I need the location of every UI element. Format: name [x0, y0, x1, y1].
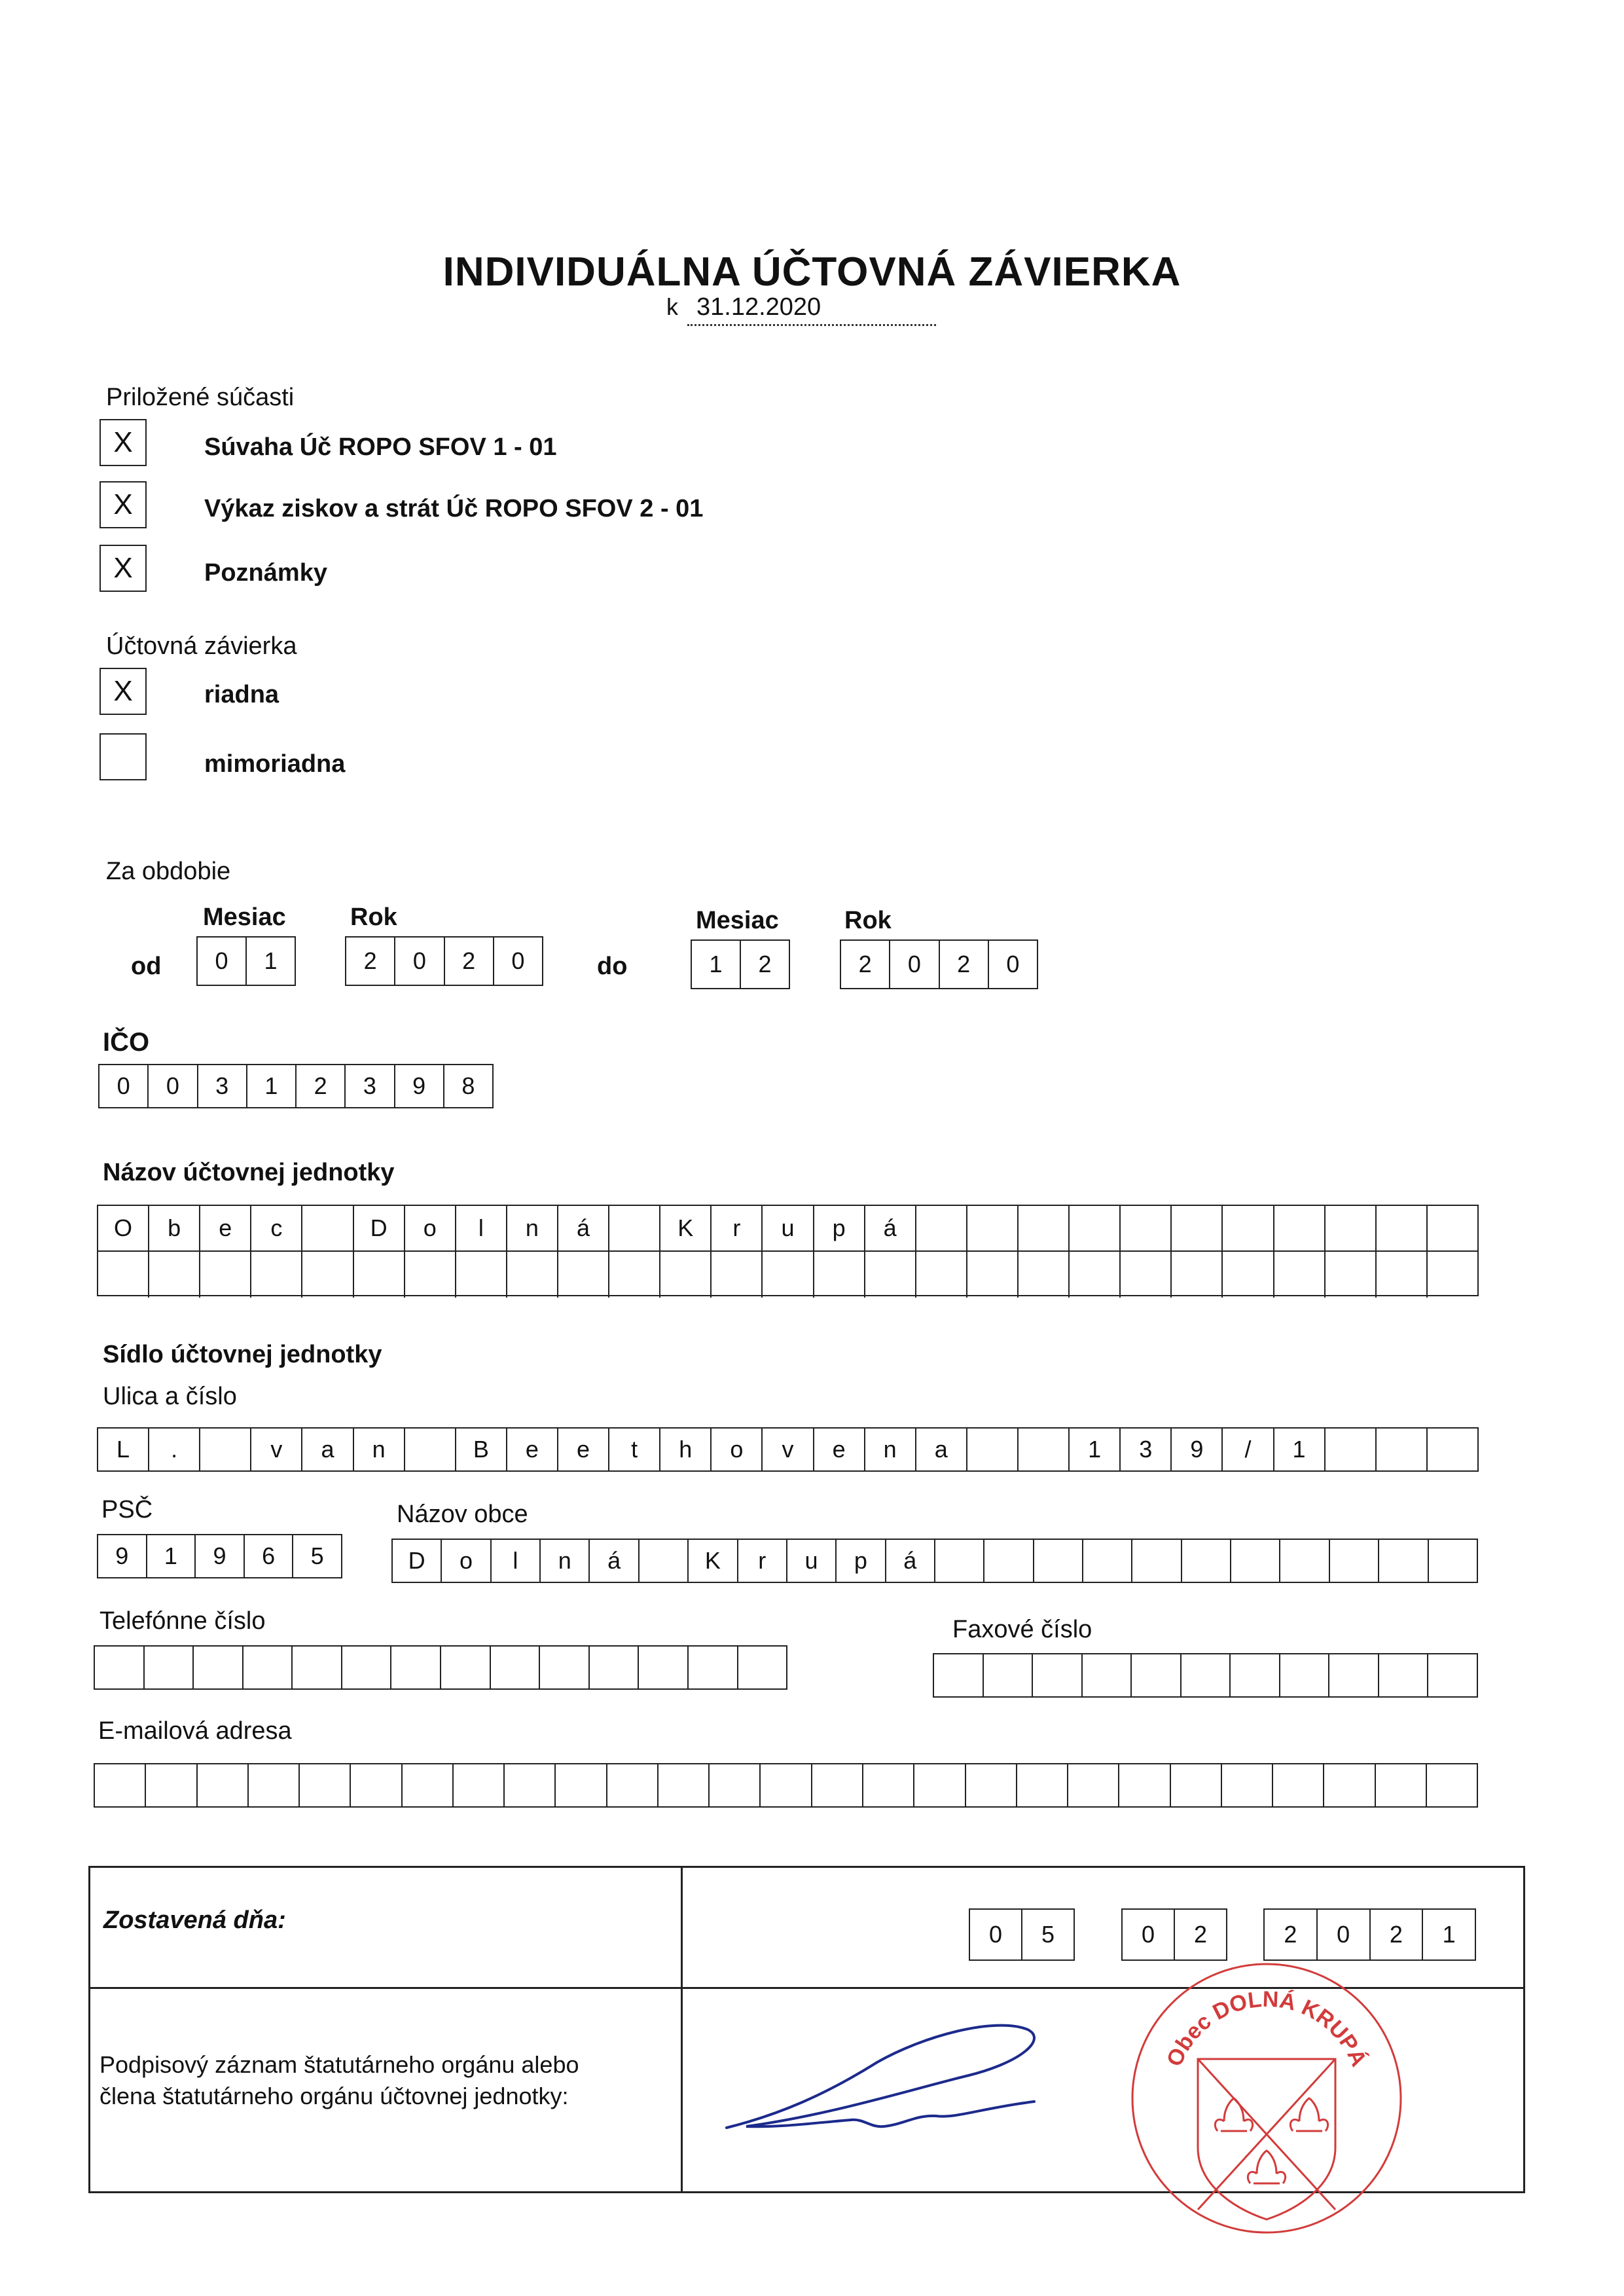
checkbox-riadna[interactable]: X: [99, 668, 147, 715]
email-char[interactable]: [300, 1764, 351, 1806]
obec-char[interactable]: [1231, 1540, 1280, 1582]
obec-char[interactable]: l: [492, 1540, 541, 1582]
obec-char[interactable]: [1132, 1540, 1182, 1582]
ulica-char[interactable]: e: [507, 1429, 558, 1470]
ulica-char[interactable]: e: [814, 1429, 865, 1470]
email-char[interactable]: [556, 1764, 607, 1806]
stamp: [1126, 1958, 1407, 2239]
nazov-char-2[interactable]: [814, 1252, 865, 1298]
fax-char[interactable]: [1280, 1654, 1330, 1696]
obec-char[interactable]: p: [837, 1540, 886, 1582]
nazov-row-1[interactable]: [98, 1206, 1477, 1252]
psc-digit[interactable]: 1: [147, 1535, 196, 1577]
ulica-char[interactable]: [1428, 1429, 1477, 1470]
ico-digit[interactable]: 3: [346, 1065, 395, 1107]
nazov-char[interactable]: [302, 1206, 353, 1250]
do-rok-digit[interactable]: 2: [841, 941, 890, 988]
email-char[interactable]: [659, 1764, 710, 1806]
email-char[interactable]: [1376, 1764, 1427, 1806]
nazov-char-2[interactable]: [1377, 1252, 1428, 1298]
email-char[interactable]: [1068, 1764, 1119, 1806]
tel-char[interactable]: [491, 1647, 541, 1688]
do-rok-digit[interactable]: 0: [1006, 951, 1020, 977]
psc-digit[interactable]: 6: [245, 1535, 294, 1577]
email-char[interactable]: [1017, 1764, 1068, 1806]
podpis-text: [99, 2049, 579, 2112]
fax-char[interactable]: [1329, 1654, 1379, 1696]
zostavena-rok-digit[interactable]: 0: [1318, 1910, 1371, 1959]
zostavena-den-digit[interactable]: 5: [1041, 1921, 1055, 1948]
obec-char[interactable]: [1429, 1540, 1477, 1582]
email-char[interactable]: [146, 1764, 197, 1806]
od-rok-digit[interactable]: 2: [346, 938, 395, 985]
fax-char[interactable]: [1182, 1654, 1231, 1696]
nazov-char[interactable]: u: [763, 1206, 814, 1250]
od-mesiac-grid[interactable]: [196, 936, 296, 986]
ico-digit[interactable]: 3: [198, 1065, 247, 1107]
ulica-char[interactable]: [967, 1429, 1019, 1470]
tel-char[interactable]: [342, 1647, 392, 1688]
nazov-char-2[interactable]: [865, 1252, 916, 1298]
do-rok-digit[interactable]: 0: [890, 941, 939, 988]
nazov-char[interactable]: [967, 1206, 1019, 1250]
psc-digit[interactable]: 9: [98, 1535, 147, 1577]
label-mimoriadna: mimoriadna: [204, 750, 346, 778]
zostavena-rok-digit[interactable]: 1: [1442, 1921, 1456, 1948]
ulica-char[interactable]: 1: [1070, 1429, 1121, 1470]
signature: [720, 2016, 1087, 2147]
ico-grid[interactable]: [98, 1064, 494, 1108]
email-char[interactable]: [1222, 1764, 1273, 1806]
nazov-char-2[interactable]: [1223, 1252, 1274, 1298]
label-riadna: riadna: [204, 681, 280, 708]
nazov-char-2[interactable]: [1019, 1252, 1070, 1298]
obec-char[interactable]: [1330, 1540, 1379, 1582]
nazov-char-2[interactable]: [916, 1252, 967, 1298]
od-mesiac-label: Mesiac: [203, 903, 286, 931]
psc-digit[interactable]: 5: [310, 1542, 324, 1569]
obdobie-heading: Za obdobie: [106, 858, 231, 885]
nazov-char[interactable]: [1223, 1206, 1274, 1250]
psc-grid[interactable]: [97, 1534, 342, 1578]
obec-char[interactable]: n: [541, 1540, 590, 1582]
tel-char[interactable]: [738, 1647, 787, 1688]
zostavena-label: Zostavená dňa:: [103, 1906, 286, 1934]
ulica-grid[interactable]: [97, 1427, 1479, 1472]
tel-char[interactable]: [590, 1647, 640, 1688]
fax-char[interactable]: [1379, 1654, 1429, 1696]
zavierka-heading: Účtovná závierka: [106, 632, 297, 660]
nazov-char-2[interactable]: [507, 1252, 558, 1298]
nazov-char[interactable]: [609, 1206, 660, 1250]
podpis-line-2: člena štatutárneho orgánu účtovnej jednotky:: [99, 2083, 569, 2109]
fax-char[interactable]: [984, 1654, 1034, 1696]
obec-char[interactable]: [1280, 1540, 1329, 1582]
nazov-char[interactable]: [1377, 1206, 1428, 1250]
ulica-char[interactable]: 1: [1274, 1429, 1326, 1470]
k-label: k: [666, 293, 678, 320]
tel-char[interactable]: [689, 1647, 738, 1688]
ulica-char[interactable]: B: [456, 1429, 507, 1470]
ulica-char[interactable]: n: [354, 1429, 405, 1470]
zostavena-rok-grid[interactable]: [1263, 1908, 1476, 1961]
do-label: do: [597, 953, 628, 980]
label-suvaha: Súvaha Úč ROPO SFOV 1 - 01: [204, 433, 557, 461]
ulica-char[interactable]: v: [763, 1429, 814, 1470]
do-rok-grid[interactable]: [840, 939, 1038, 989]
nazov-char-2[interactable]: [251, 1252, 302, 1298]
ulica-char[interactable]: e: [558, 1429, 609, 1470]
email-char[interactable]: [1119, 1764, 1170, 1806]
nazov-char[interactable]: c: [251, 1206, 302, 1250]
nazov-char-2[interactable]: [200, 1252, 251, 1298]
checkbox-mimoriadna[interactable]: [99, 733, 147, 780]
k-date: 31.12.2020: [687, 293, 936, 326]
nazov-char-2[interactable]: [967, 1252, 1019, 1298]
tel-char[interactable]: [145, 1647, 194, 1688]
obec-char[interactable]: [1379, 1540, 1428, 1582]
obec-char[interactable]: [640, 1540, 689, 1582]
od-rok-digit[interactable]: 0: [395, 938, 444, 985]
email-char[interactable]: [966, 1764, 1017, 1806]
nazov-char[interactable]: á: [558, 1206, 609, 1250]
ulica-char[interactable]: t: [609, 1429, 660, 1470]
obec-char[interactable]: o: [442, 1540, 491, 1582]
do-mesiac-digit[interactable]: 1: [692, 941, 741, 988]
nazov-char[interactable]: [1019, 1206, 1070, 1250]
od-mesiac-digit[interactable]: 1: [264, 947, 278, 974]
do-rok-digit[interactable]: 2: [940, 941, 989, 988]
email-char[interactable]: [249, 1764, 300, 1806]
ulica-char[interactable]: 3: [1121, 1429, 1172, 1470]
ulica-char[interactable]: h: [660, 1429, 712, 1470]
zostavena-den-grid[interactable]: [969, 1908, 1075, 1961]
label-poznamky: Poznámky: [204, 559, 327, 587]
obec-char[interactable]: K: [689, 1540, 738, 1582]
nazov-char-2[interactable]: [558, 1252, 609, 1298]
nazov-char[interactable]: n: [507, 1206, 558, 1250]
ulica-char[interactable]: [405, 1429, 456, 1470]
email-char[interactable]: [761, 1764, 812, 1806]
od-rok-label: Rok: [350, 903, 397, 931]
zostavena-mesiac-grid[interactable]: [1121, 1908, 1227, 1961]
obec-char[interactable]: u: [787, 1540, 837, 1582]
stamp-shield: [1198, 2059, 1335, 2219]
psc-digit[interactable]: 9: [196, 1535, 245, 1577]
nazov-char[interactable]: D: [354, 1206, 405, 1250]
fax-label: Faxové číslo: [952, 1616, 1092, 1643]
fax-char[interactable]: [1231, 1654, 1280, 1696]
signature-stroke: [727, 2026, 1034, 2128]
email-char[interactable]: [1273, 1764, 1324, 1806]
page-title: INDIVIDUÁLNA ÚČTOVNÁ ZÁVIERKA: [442, 249, 1182, 295]
nazov-char[interactable]: [1121, 1206, 1172, 1250]
tel-char[interactable]: [244, 1647, 293, 1688]
fax-grid[interactable]: [933, 1653, 1478, 1698]
email-char[interactable]: [95, 1764, 146, 1806]
email-label: E-mailová adresa: [98, 1717, 292, 1745]
ico-digit[interactable]: 1: [247, 1065, 297, 1107]
od-mesiac-digit[interactable]: 0: [198, 938, 247, 985]
tel-char[interactable]: [391, 1647, 441, 1688]
nazov-grid[interactable]: [97, 1205, 1479, 1296]
fax-char[interactable]: [1033, 1654, 1083, 1696]
ulica-char[interactable]: v: [251, 1429, 302, 1470]
email-char[interactable]: [1171, 1764, 1222, 1806]
zostavena-rok-digit[interactable]: 2: [1265, 1910, 1318, 1959]
obec-char[interactable]: á: [590, 1540, 639, 1582]
do-rok-label: Rok: [844, 907, 892, 934]
od-rok-digit[interactable]: 0: [511, 947, 525, 974]
ulica-char[interactable]: /: [1223, 1429, 1274, 1470]
obec-char[interactable]: [1034, 1540, 1083, 1582]
ulica-char[interactable]: .: [149, 1429, 200, 1470]
email-char[interactable]: [351, 1764, 402, 1806]
zostavena-mesiac-digit[interactable]: 2: [1193, 1921, 1208, 1948]
tel-char[interactable]: [540, 1647, 590, 1688]
nazov-char[interactable]: [1428, 1206, 1477, 1250]
tel-grid[interactable]: [94, 1645, 787, 1690]
nazov-char-2[interactable]: [354, 1252, 405, 1298]
podpis-line-1: Podpisový záznam štatutárneho orgánu alebo: [99, 2051, 579, 2078]
nazov-char[interactable]: á: [865, 1206, 916, 1250]
ico-digit[interactable]: 0: [149, 1065, 198, 1107]
ulica-char[interactable]: 9: [1172, 1429, 1223, 1470]
tel-char[interactable]: [293, 1647, 342, 1688]
nazov-char[interactable]: p: [814, 1206, 865, 1250]
nazov-char-2[interactable]: [405, 1252, 456, 1298]
fax-char[interactable]: [1083, 1654, 1132, 1696]
obec-char[interactable]: [1182, 1540, 1231, 1582]
sidlo-heading: Sídlo účtovnej jednotky: [103, 1341, 382, 1368]
date-line: [666, 293, 936, 326]
tel-char[interactable]: [95, 1647, 145, 1688]
fax-char[interactable]: [1428, 1654, 1477, 1696]
nazov-char[interactable]: [916, 1206, 967, 1250]
nazov-char-2[interactable]: [98, 1252, 149, 1298]
obec-char[interactable]: [1083, 1540, 1132, 1582]
nazov-char[interactable]: o: [405, 1206, 456, 1250]
email-char[interactable]: [863, 1764, 914, 1806]
obec-char[interactable]: r: [738, 1540, 787, 1582]
do-mesiac-grid[interactable]: [691, 939, 790, 989]
email-char[interactable]: [710, 1764, 761, 1806]
nazov-char[interactable]: [1274, 1206, 1326, 1250]
nazov-char-2[interactable]: [712, 1252, 763, 1298]
email-grid[interactable]: [94, 1763, 1478, 1808]
obec-label: Názov obce: [397, 1501, 528, 1528]
email-char[interactable]: [505, 1764, 556, 1806]
tel-char[interactable]: [194, 1647, 244, 1688]
email-char[interactable]: [198, 1764, 249, 1806]
nazov-char-2[interactable]: [456, 1252, 507, 1298]
ulica-char[interactable]: [1019, 1429, 1070, 1470]
od-rok-grid[interactable]: [345, 936, 543, 986]
zostavena-mesiac-digit[interactable]: 0: [1123, 1910, 1175, 1959]
nazov-char[interactable]: [1070, 1206, 1121, 1250]
ulica-char[interactable]: [200, 1429, 251, 1470]
nazov-char[interactable]: l: [456, 1206, 507, 1250]
nazov-char[interactable]: O: [98, 1206, 149, 1250]
do-mesiac-digit[interactable]: 2: [758, 951, 772, 977]
email-char[interactable]: [914, 1764, 965, 1806]
tel-char[interactable]: [441, 1647, 491, 1688]
nazov-row-2[interactable]: [98, 1252, 1477, 1298]
do-mesiac-label: Mesiac: [696, 907, 779, 934]
nazov-char-2[interactable]: [1428, 1252, 1477, 1298]
bottom-divider-vertical: [681, 1866, 683, 2193]
nazov-char[interactable]: K: [660, 1206, 712, 1250]
ulica-char[interactable]: L: [98, 1429, 149, 1470]
od-rok-digit[interactable]: 2: [445, 938, 494, 985]
nazov-heading: Názov účtovnej jednotky: [103, 1159, 395, 1186]
ulica-char[interactable]: a: [302, 1429, 353, 1470]
nazov-char-2[interactable]: [1326, 1252, 1377, 1298]
ico-digit[interactable]: 0: [99, 1065, 149, 1107]
obec-char[interactable]: á: [886, 1540, 935, 1582]
ulica-label: Ulica a číslo: [103, 1383, 237, 1410]
nazov-char[interactable]: [1326, 1206, 1377, 1250]
ico-heading: IČO: [103, 1028, 150, 1057]
ulica-char[interactable]: n: [865, 1429, 916, 1470]
ulica-char[interactable]: a: [916, 1429, 967, 1470]
nazov-char[interactable]: b: [149, 1206, 200, 1250]
ulica-char[interactable]: [1326, 1429, 1377, 1470]
nazov-char-2[interactable]: [1274, 1252, 1326, 1298]
ulica-char[interactable]: o: [712, 1429, 763, 1470]
obec-char[interactable]: [984, 1540, 1034, 1582]
ulica-char[interactable]: [1377, 1429, 1428, 1470]
ico-digit[interactable]: 9: [395, 1065, 444, 1107]
label-vykaz: Výkaz ziskov a strát Úč ROPO SFOV 2 - 01: [204, 495, 704, 522]
nazov-char-2[interactable]: [1070, 1252, 1121, 1298]
nazov-char[interactable]: [1172, 1206, 1223, 1250]
nazov-char-2[interactable]: [660, 1252, 712, 1298]
checkbox-poznamky[interactable]: X: [99, 545, 147, 592]
ico-digit[interactable]: 8: [461, 1072, 475, 1099]
nazov-char-2[interactable]: [1121, 1252, 1172, 1298]
od-label: od: [131, 953, 162, 980]
nazov-char[interactable]: e: [200, 1206, 251, 1250]
psc-label: PSČ: [101, 1496, 153, 1523]
tel-char[interactable]: [639, 1647, 689, 1688]
stamp-text: Obec DOLNÁ KRUPÁ: [1161, 1986, 1372, 2071]
fax-char[interactable]: [934, 1654, 984, 1696]
checkbox-vykaz[interactable]: X: [99, 481, 147, 528]
nazov-char-2[interactable]: [763, 1252, 814, 1298]
email-char[interactable]: [403, 1764, 454, 1806]
obec-char[interactable]: [935, 1540, 984, 1582]
email-char[interactable]: [1324, 1764, 1375, 1806]
prilozene-heading: Priložené súčasti: [106, 384, 295, 411]
nazov-char-2[interactable]: [149, 1252, 200, 1298]
checkbox-suvaha[interactable]: X: [99, 419, 147, 466]
tel-label: Telefónne číslo: [99, 1607, 266, 1635]
zostavena-den-digit[interactable]: 0: [970, 1910, 1022, 1959]
nazov-char-2[interactable]: [1172, 1252, 1223, 1298]
nazov-char[interactable]: r: [712, 1206, 763, 1250]
email-char[interactable]: [812, 1764, 863, 1806]
obec-grid[interactable]: [391, 1539, 1478, 1583]
email-char[interactable]: [607, 1764, 659, 1806]
email-char[interactable]: [454, 1764, 505, 1806]
zostavena-rok-digit[interactable]: 2: [1371, 1910, 1424, 1959]
ico-digit[interactable]: 2: [297, 1065, 346, 1107]
email-char[interactable]: [1427, 1764, 1477, 1806]
nazov-char-2[interactable]: [302, 1252, 353, 1298]
obec-char[interactable]: D: [393, 1540, 442, 1582]
nazov-char-2[interactable]: [609, 1252, 660, 1298]
fax-char[interactable]: [1132, 1654, 1182, 1696]
